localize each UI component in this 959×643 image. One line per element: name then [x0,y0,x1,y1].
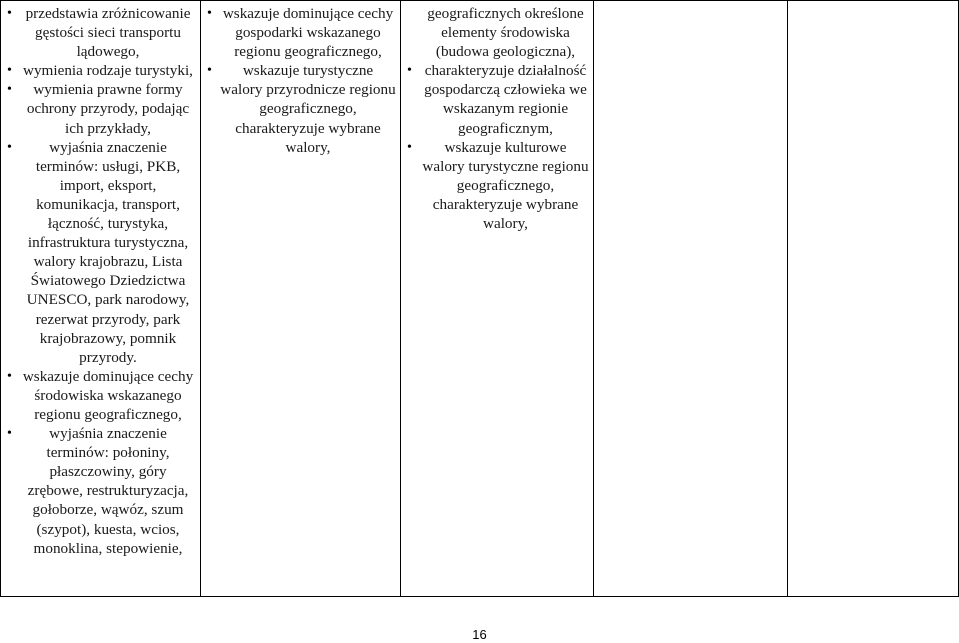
list-item: • wskazuje dominujące cechy środowiska wskazanego regionu geograficznego, [3,367,198,424]
list-item-continuation: geograficznych określone elementy środowiska (budowa geologiczna), [427,5,584,61]
table-cell-requirements-1 [1,1,201,597]
table-cell-requirements-4 [594,1,788,597]
bullet-list [403,4,591,233]
list-item: • wyjaśnia znaczenie terminów: połoniny, płaszczowiny, góry zrębowe, restrukturyzacja, gołoborze, wąwóz, szum (szypot), kuesta, wcios, monoklina, stepowienie, [3,424,198,558]
list-item: • wskazuje kulturowe walory turystyczne regionu geograficznego, charakteryzuje wybrane walory, [403,138,591,233]
table-cell-requirements-2 [201,1,401,597]
table-cell-requirements-5 [788,1,959,597]
list-item: • wskazuje dominujące cechy gospodarki wskazanego regionu geograficznego, [203,4,398,61]
list-item: • charakteryzuje działalność gospodarczą człowieka we wskazanym regionie geograficznym, [403,61,591,137]
page-number: 16 [472,627,487,642]
table-cell-requirements-3 [401,1,594,597]
list-item: • przedstawia zróżnicowanie gęstości sieci transportu lądowego, [3,4,198,61]
list-item: • wymienia rodzaje turystyki, [3,61,198,80]
list-item: • wskazuje turystyczne walory przyrodnicze regionu geograficznego, charakteryzuje wybrane walory, [203,61,398,156]
bullet-list [203,4,398,157]
table-row [1,1,959,597]
list-item: • wymienia prawne formy ochrony przyrody, podając ich przykłady, [3,80,198,137]
bullet-list [3,4,198,558]
list-item: • wyjaśnia znaczenie terminów: usługi, PKB, import, eksport, komunikacja, transport, łączność, turystyka, infrastruktura turystyczna, walory krajobrazu, Lista Światowego Dziedzictwa UNESCO, park narodowy, rezerwat przyrody, park krajobrazowy, pomnik przyrody. [3,138,198,367]
